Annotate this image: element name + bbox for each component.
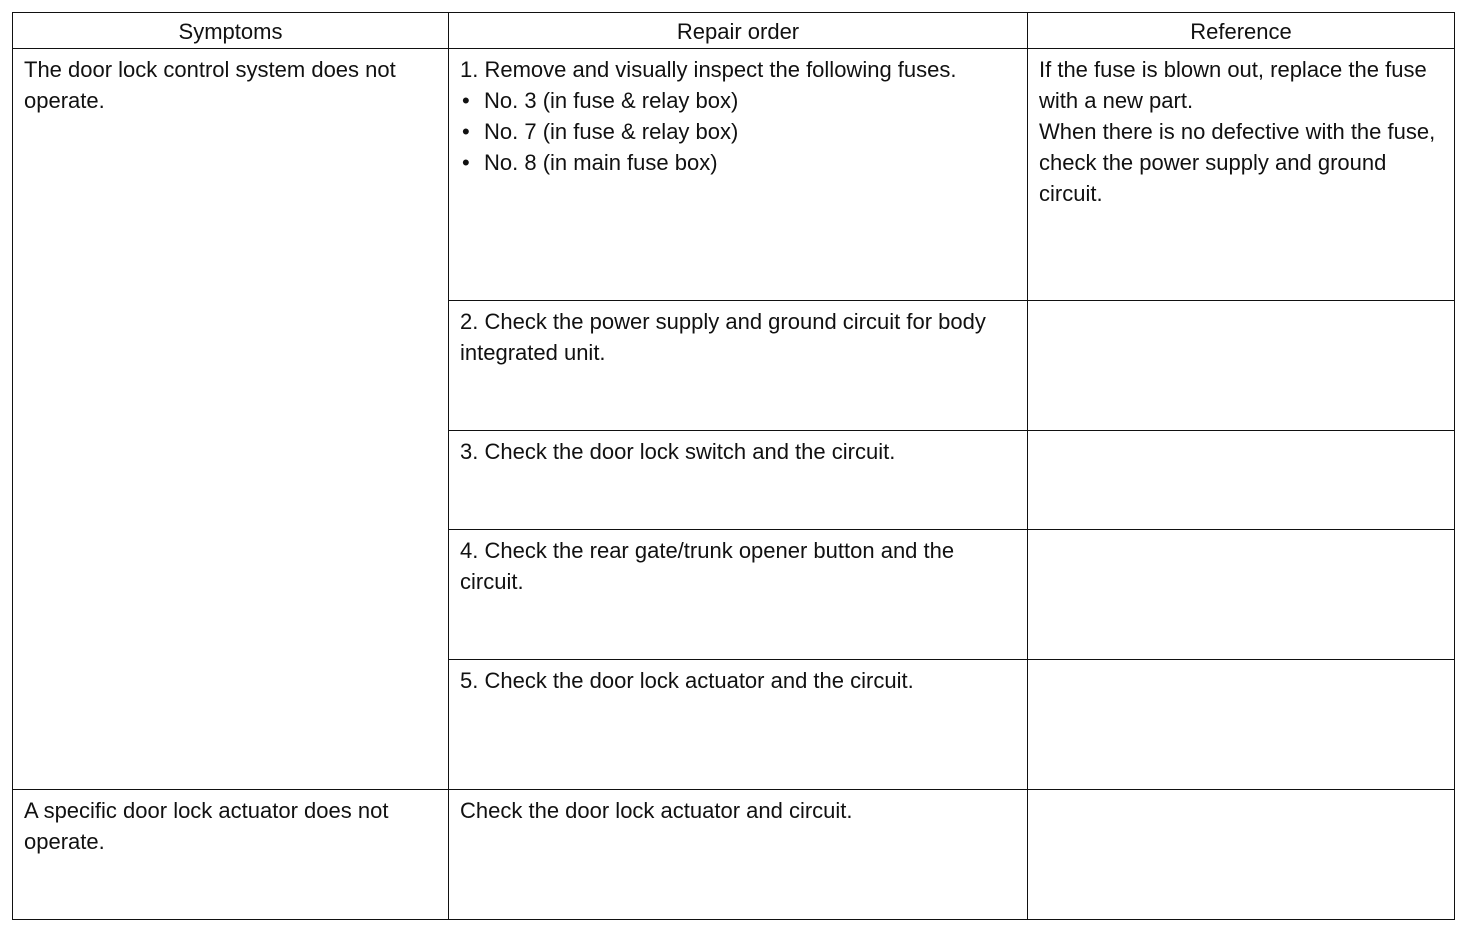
- fuse-item-text: No. 3 (in fuse & relay box): [484, 88, 739, 113]
- repair-step-1-text: 1. Remove and visually inspect the following fuses.: [460, 57, 957, 82]
- fuse-item-text: No. 7 (in fuse & relay box): [484, 119, 739, 144]
- table-row: [13, 49, 1455, 301]
- reference-cell: [1028, 530, 1455, 660]
- symptom-text: A specific door lock actuator does not operate.: [24, 798, 389, 854]
- bullet-icon: •: [462, 119, 470, 144]
- reference-cell: [1028, 431, 1455, 530]
- repair-order-table: [12, 12, 1455, 920]
- reference-text: When there is no defective with the fuse, check the power supply and ground circuit.: [1039, 119, 1436, 206]
- fuse-list: [460, 85, 1017, 178]
- repair-step-cell: [449, 530, 1028, 660]
- symptom-text: The door lock control system does not operate.: [24, 57, 396, 113]
- fuse-item-text: No. 8 (in main fuse box): [484, 150, 718, 175]
- repair-step-2-text: 2. Check the power supply and ground circuit for body integrated unit.: [460, 309, 986, 365]
- reference-text: If the fuse is blown out, replace the fuse with a new part.: [1039, 57, 1427, 113]
- repair-step-cell: [449, 49, 1028, 301]
- repair-step-4-text: 4. Check the rear gate/trunk opener button and the circuit.: [460, 538, 955, 594]
- header-repair-order: Repair order: [449, 13, 1028, 49]
- table-row: [13, 790, 1455, 920]
- reference-cell: [1028, 790, 1455, 920]
- reference-cell: [1028, 49, 1455, 301]
- repair-step-cell: [449, 431, 1028, 530]
- repair-step-5-text: 5. Check the door lock actuator and the circuit.: [460, 668, 914, 693]
- reference-cell: [1028, 301, 1455, 431]
- table-header-row: [13, 13, 1455, 49]
- repair-step-cell: [449, 660, 1028, 790]
- list-item: [460, 116, 1017, 147]
- header-reference: Reference: [1028, 13, 1455, 49]
- repair-step-cell: [449, 790, 1028, 920]
- repair-step-cell: [449, 301, 1028, 431]
- repair-step-specific-text: Check the door lock actuator and circuit.: [460, 798, 853, 823]
- repair-step-3-text: 3. Check the door lock switch and the circuit.: [460, 439, 896, 464]
- list-item: [460, 147, 1017, 178]
- list-item: [460, 85, 1017, 116]
- bullet-icon: •: [462, 150, 470, 175]
- bullet-icon: •: [462, 88, 470, 113]
- symptom-cell: [13, 49, 449, 790]
- header-symptoms: Symptoms: [13, 13, 449, 49]
- symptom-cell: [13, 790, 449, 920]
- reference-cell: [1028, 660, 1455, 790]
